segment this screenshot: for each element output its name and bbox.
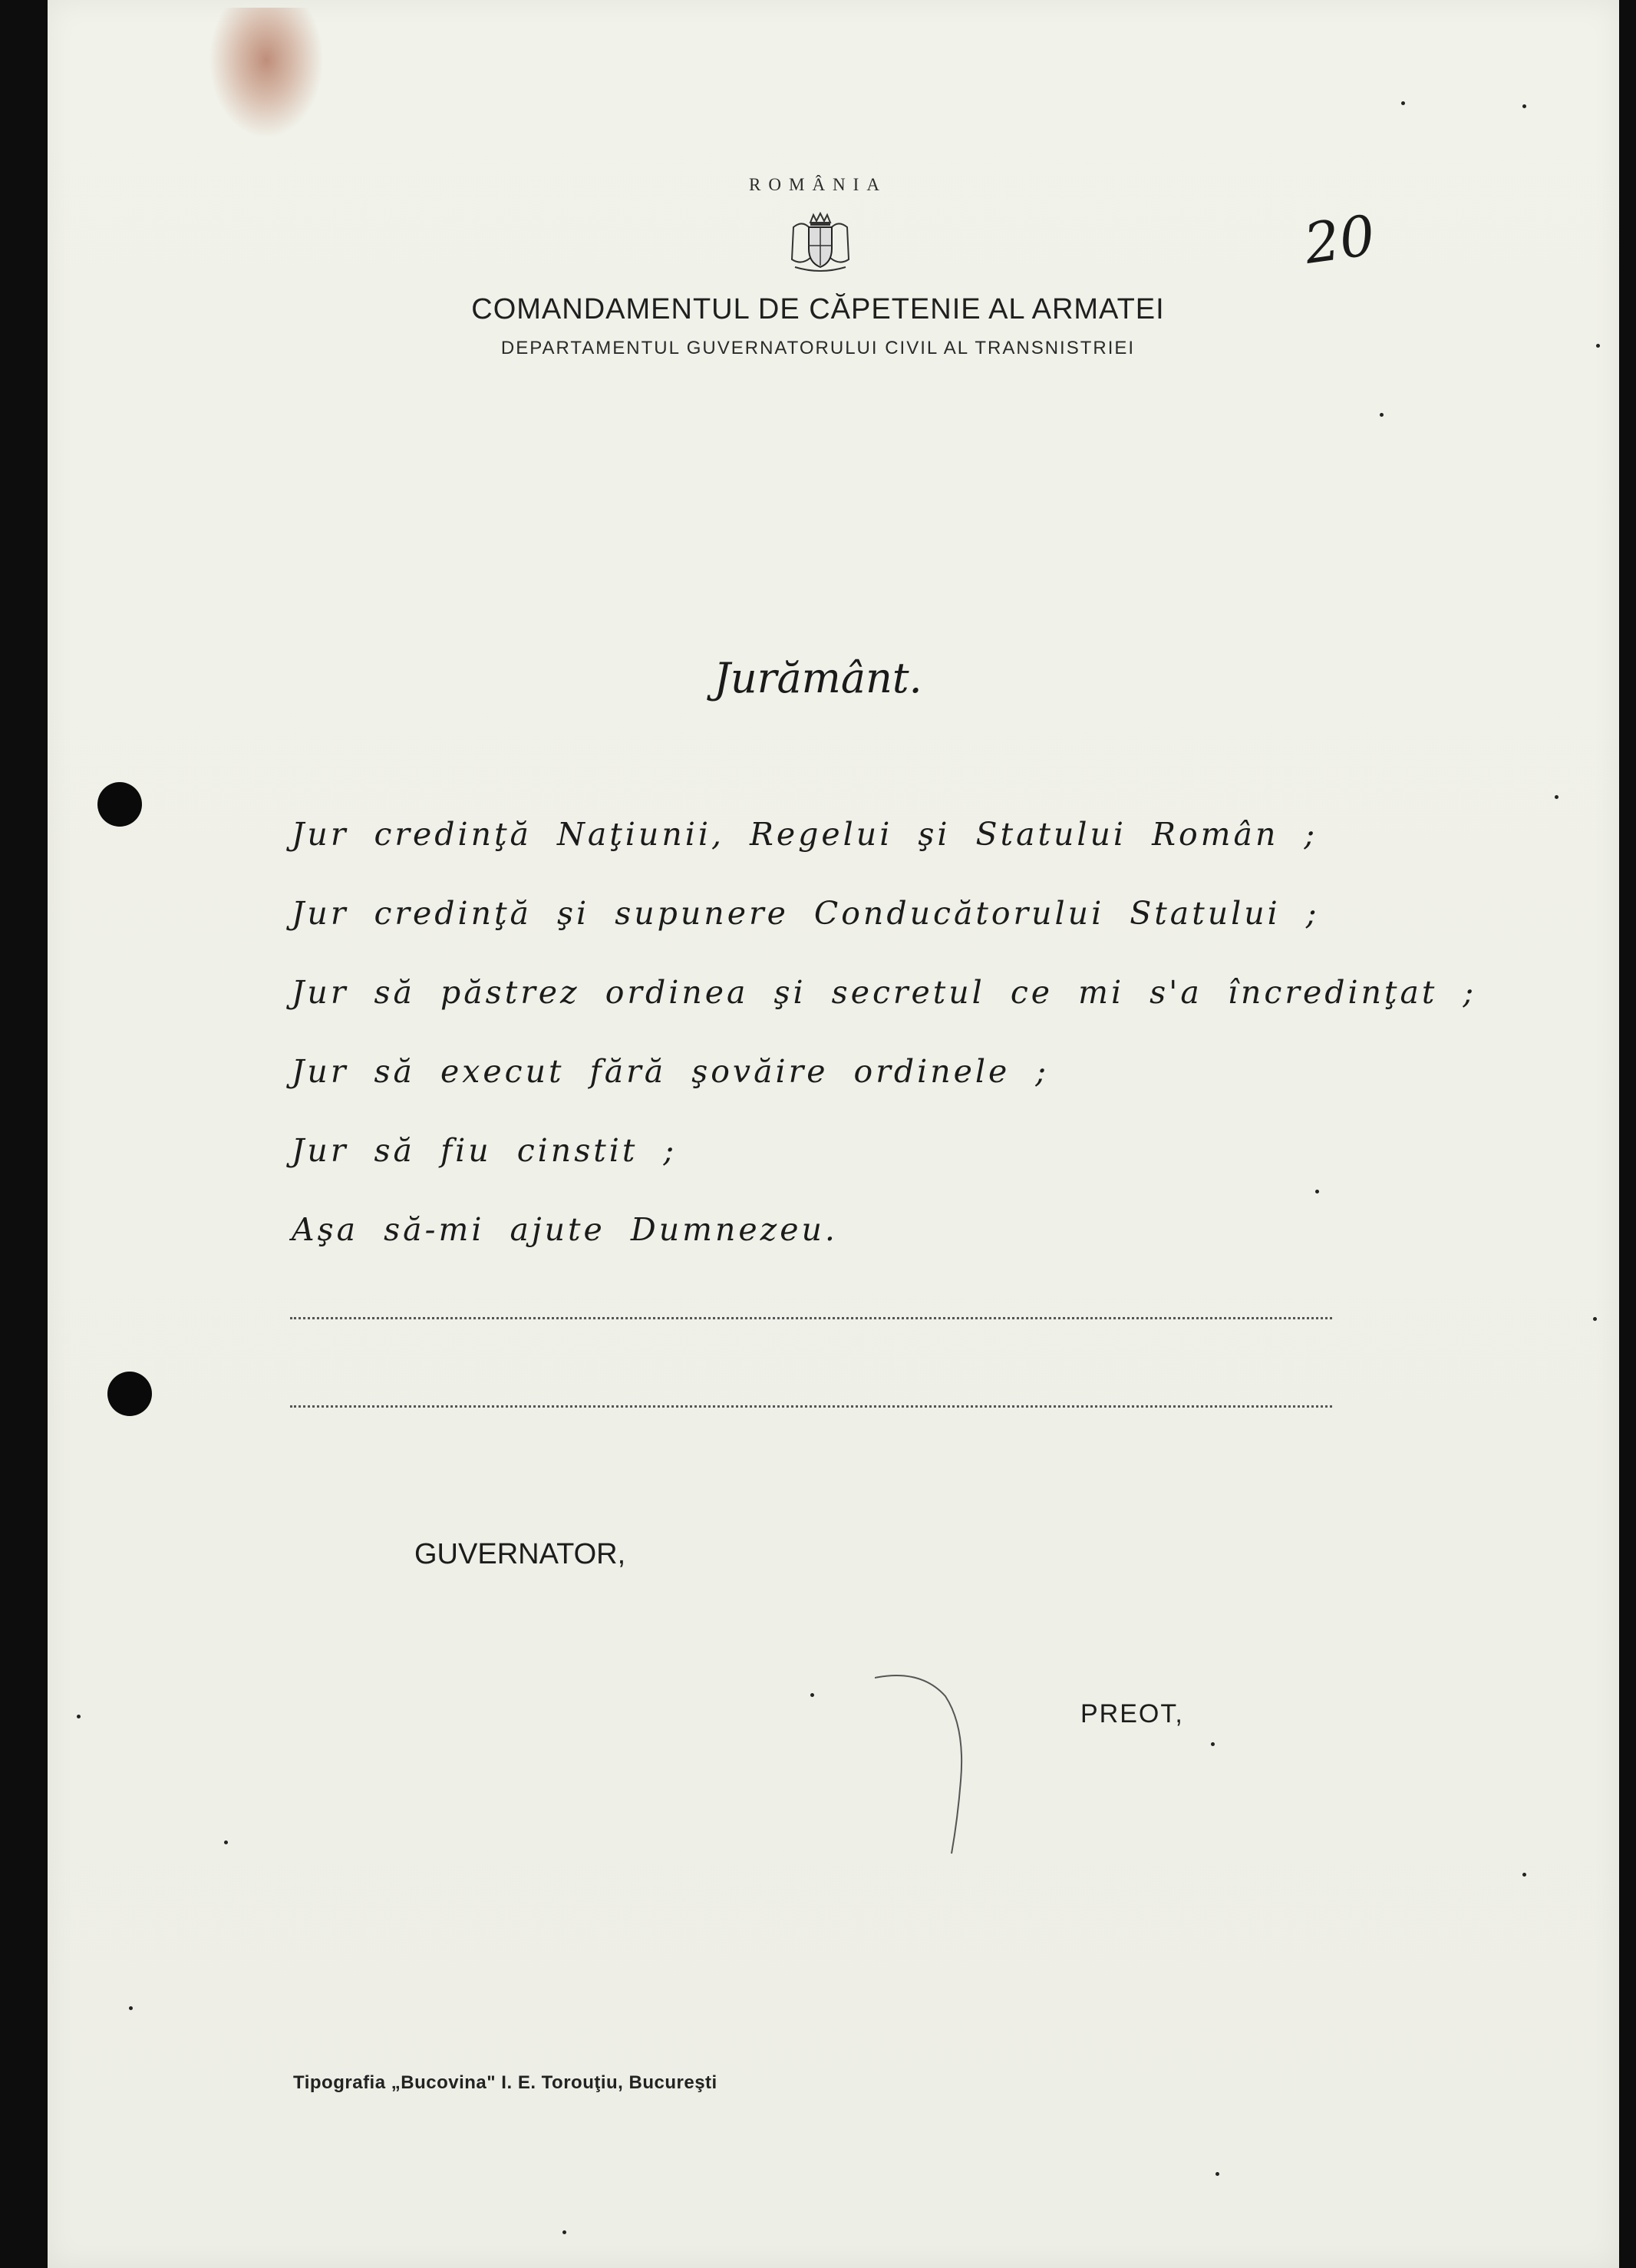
stain-mark xyxy=(209,8,324,138)
country-heading: ROMÂNIA xyxy=(749,175,887,194)
speck xyxy=(129,2006,133,2010)
oath-line: Jur să fiu cinstit ; xyxy=(292,1132,678,1169)
speck xyxy=(1315,1190,1319,1193)
oath-line: Jur credinţă Naţiunii, Regelui şi Statului Român ; xyxy=(292,816,1318,853)
speck xyxy=(562,2230,566,2234)
speck xyxy=(1596,344,1600,348)
department-heading: DEPARTAMENTUL GUVERNATORULUI CIVIL AL TRANSNISTRIEI xyxy=(500,338,1136,358)
speck xyxy=(1522,104,1526,108)
speck xyxy=(810,1693,814,1697)
speck xyxy=(1380,413,1384,417)
speck xyxy=(224,1840,228,1844)
coat-of-arms-icon xyxy=(787,212,853,273)
signature-line xyxy=(290,1405,1332,1408)
command-heading: COMANDAMENTUL DE CĂPETENIE AL ARMATEI xyxy=(471,293,1165,325)
speck xyxy=(1522,1873,1526,1877)
preot-label: PREOT, xyxy=(1080,1699,1184,1728)
speck xyxy=(1211,1742,1215,1746)
speck xyxy=(1593,1317,1597,1321)
signature-mark xyxy=(875,1673,982,1857)
oath-text xyxy=(292,795,1477,1269)
punch-hole-top xyxy=(97,782,142,827)
signature-line xyxy=(290,1317,1332,1319)
oath-line: Jur să execut fără şovăire ordinele ; xyxy=(292,1053,1050,1090)
speck xyxy=(77,1715,81,1718)
guvernator-label: GUVERNATOR, xyxy=(414,1538,626,1570)
oath-line: Jur să păstrez ordinea şi secretul ce mi s'a încredinţat ; xyxy=(292,974,1477,1011)
oath-title: Jurământ. xyxy=(714,654,922,702)
speck xyxy=(1555,795,1558,799)
punch-hole-bottom xyxy=(107,1372,152,1416)
oath-line: Jur credinţă şi supunere Conducătorului Statului ; xyxy=(292,895,1320,932)
printer-imprint: Tipografia „Bucovina" I. E. Torouţiu, Bucureşti xyxy=(293,2072,717,2093)
speck xyxy=(1401,101,1405,105)
folio-number: 20 xyxy=(1300,203,1380,276)
speck xyxy=(1215,2172,1219,2176)
oath-line: Aşa să-mi ajute Dumnezeu. xyxy=(292,1211,838,1248)
